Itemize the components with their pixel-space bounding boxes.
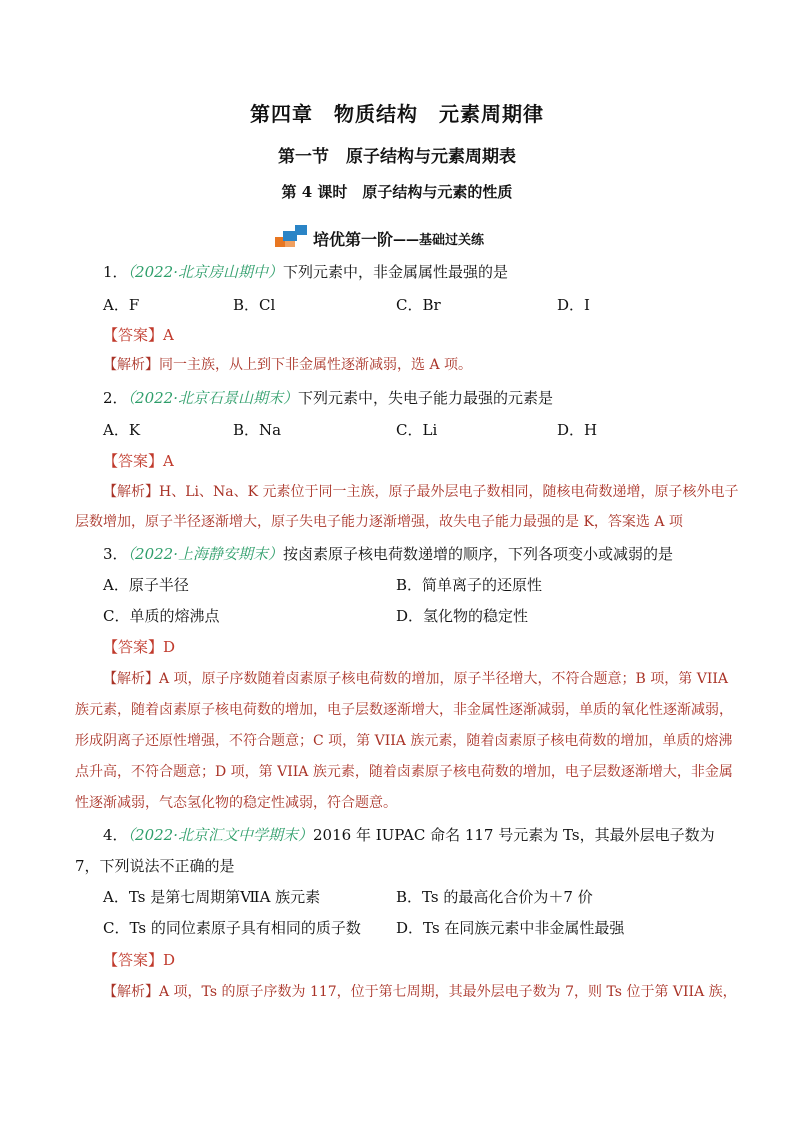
stairs-icon bbox=[275, 225, 309, 251]
option-c: C．Ts 的同位素原子具有相同的质子数 bbox=[103, 919, 361, 937]
option-a: A．K bbox=[103, 421, 141, 439]
banner-subtitle: ——基础过关练 bbox=[393, 232, 485, 248]
question-source: （2022·上海静安期末） bbox=[127, 545, 283, 563]
answer-line: 【答案】D bbox=[103, 951, 176, 969]
question-source: （2022·北京石景山期末） bbox=[127, 389, 298, 407]
analysis-line: 族元素，随着卤素原子核电荷数的增加，电子层数逐渐增大，非金属性逐渐减弱，单质的氧化性逐渐减弱， bbox=[75, 702, 733, 718]
analysis-line: 点升高，不符合题意；D 项，第 VIIA 族元素，随着卤素原子核电荷数的增加，电子层数逐渐增大，非金属 bbox=[75, 764, 733, 780]
option-a: A．Ts 是第七周期第ⅦA 族元素 bbox=[103, 888, 321, 906]
analysis-line: 【解析】A 项，原子序数随着卤素原子核电荷数的增加，原子半径增大，不符合题意；B 项，第 VIIA bbox=[103, 671, 729, 687]
option-b: B．简单离子的还原性 bbox=[396, 576, 543, 594]
analysis-line: 性逐渐减弱，气态氢化物的稳定性减弱，符合题意。 bbox=[75, 795, 397, 811]
answer-value: A bbox=[163, 326, 174, 344]
answer-line: 【答案】A bbox=[103, 452, 174, 470]
question-source: （2022·北京汇文中学期末） bbox=[127, 826, 313, 844]
option-d: D．I bbox=[557, 296, 590, 314]
option-b: B．Cl bbox=[233, 296, 276, 314]
analysis-line: 【解析】H、Li、Na、K 元素位于同一主族，原子最外层电子数相同，随核电荷数递增，原子核外电子 bbox=[103, 484, 739, 500]
option-b: B．Ts 的最高化合价为＋7 价 bbox=[396, 888, 593, 906]
analysis-line: 层数增加，原子半径逐渐增大，原子失电子能力逐渐增强，故失电子能力最强的是 K，答案选 A 项 bbox=[75, 514, 683, 530]
analysis-line: 形成阴离子还原性增强，不符合题意；C 项，第 VIIA 族元素，随着卤素原子核电荷数的增加，单质的熔沸 bbox=[75, 733, 733, 749]
question-2-stem: 2．（2022·北京石景山期末）下列元素中，失电子能力最强的元素是 bbox=[103, 389, 554, 407]
option-d: D．Ts 在同族元素中非金属性最强 bbox=[396, 919, 625, 937]
practice-banner bbox=[275, 225, 484, 251]
question-source: （2022·北京房山期中） bbox=[127, 263, 283, 281]
question-3-stem: 3．（2022·上海静安期末）按卤素原子核电荷数递增的顺序，下列各项变小或减弱的是 bbox=[103, 545, 674, 563]
answer-value: A bbox=[163, 452, 174, 470]
chapter-title: 第四章 物质结构 元素周期律 bbox=[250, 102, 544, 126]
option-c: C．Li bbox=[396, 421, 438, 439]
option-a: A．原子半径 bbox=[103, 576, 189, 594]
answer-line: 【答案】D bbox=[103, 638, 176, 656]
question-1-stem: 1．（2022·北京房山期中）下列元素中，非金属属性最强的是 bbox=[103, 263, 509, 281]
answer-value: D bbox=[163, 951, 176, 969]
question-4-stem: 4．（2022·北京汇文中学期末）2016 年 IUPAC 命名 117 号元素为 Ts，其最外层电子数为 bbox=[103, 826, 715, 844]
lesson-title: 第 4 课时 原子结构与元素的性质 bbox=[281, 183, 513, 201]
answer-value: D bbox=[163, 638, 176, 656]
option-c: C．Br bbox=[396, 296, 441, 314]
analysis-line: 【解析】同一主族，从上到下非金属性逐渐减弱，选 A 项。 bbox=[103, 357, 473, 373]
option-b: B．Na bbox=[233, 421, 282, 439]
option-d: D．H bbox=[557, 421, 598, 439]
question-4-stem-cont: 7，下列说法不正确的是 bbox=[75, 857, 235, 875]
analysis-line: 【解析】A 项，Ts 的原子序数为 117，位于第七周期，其最外层电子数为 7，则 Ts 位于第 VIIA 族， bbox=[103, 984, 737, 1000]
answer-line: 【答案】A bbox=[103, 326, 174, 344]
section-title: 第一节 原子结构与元素周期表 bbox=[278, 147, 516, 167]
option-c: C．单质的熔沸点 bbox=[103, 607, 220, 625]
option-a: A．F bbox=[103, 296, 140, 314]
option-d: D．氢化物的稳定性 bbox=[396, 607, 529, 625]
banner-title: 培优第一阶 bbox=[313, 229, 394, 249]
